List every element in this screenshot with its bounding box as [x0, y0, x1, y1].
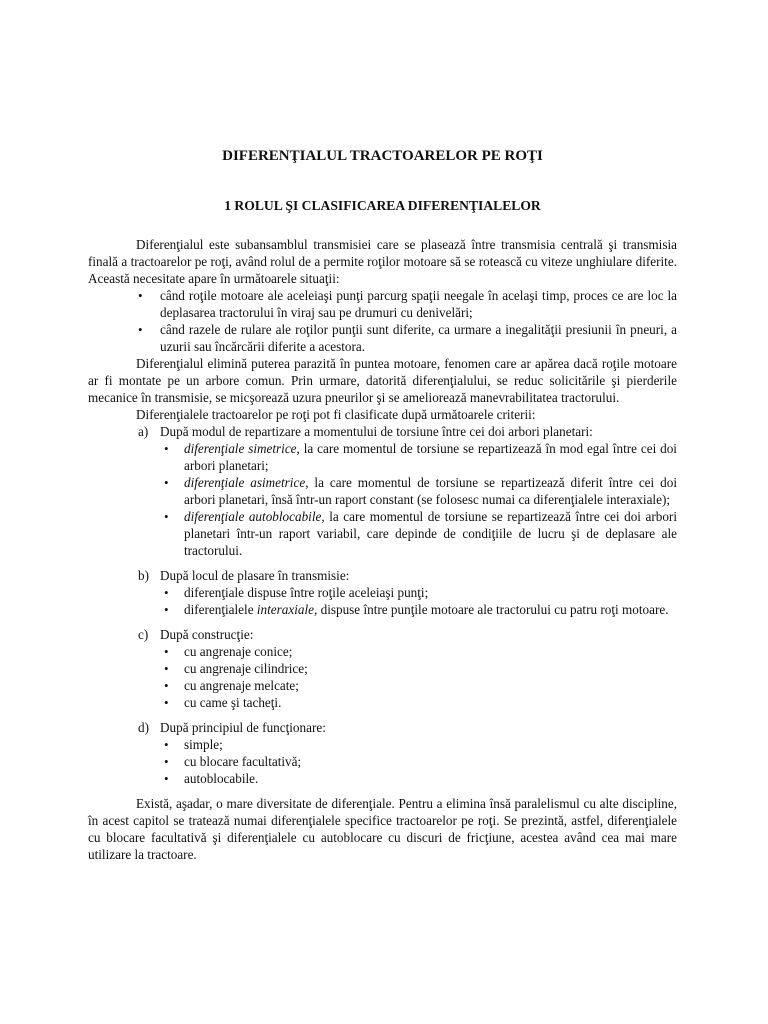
list-item: • simple; [160, 736, 677, 753]
criterion-letter: d) [138, 720, 149, 735]
criterion-b [88, 567, 677, 618]
paragraph-puterea-parazita: Diferenţialul elimină puterea parazită în puntea motoare, fenomen care ar apărea dacă roţile motoare ar fi montate pe un arbore comun. Prin urmare, datorită diferenţialului, se reduc solicitările şi pierderile mecanice în transmisie, se micşorează uzura pneurilor şi se ameliorează manevrabilitatea tractorului. [88, 356, 677, 405]
criterion-title: După construcţie: [160, 627, 254, 642]
sub-list [160, 440, 677, 559]
list-item: • cu angrenaje conice; [160, 643, 677, 660]
intro-paragraph: Diferenţialul este subansamblul transmisiei care se plasează între transmisia centrală şi transmisia finală a tractoarelor pe roţi, având rolul de a permite roţilor motoare să se rotească cu viteze unghiulare diferite. Această necesitate apare în următoarele situaţii: [88, 237, 677, 286]
closing-paragraph: Există, aşadar, o mare diversitate de diferenţiale. Pentru a elimina însă paralelismul cu alte discipline, în acest capitol se tratează numai diferenţialele specifice tractoarelor pe roţi. Se prezintă, astfel, diferenţialele cu blocare facultativă şi diferenţialele cu autoblocare cu discuri de fricţiune, acestea având cea mai mare utilizare la tractoare. [88, 796, 677, 862]
list-item: • când roţile motoare ale aceleiaşi punţi parcurg spaţii neegale în acelaşi timp, proces ce are loc la deplasarea tractorului în viraj sau pe drumuri cu denivelări; [88, 287, 677, 321]
list-item: • cu blocare facultativă; [160, 753, 677, 770]
list-item: • autoblocabile. [160, 770, 677, 787]
paragraph-criteria-intro: Diferenţialele tractoarelor pe roţi pot fi clasificate după următoarele criterii: [136, 407, 536, 422]
list-item [160, 508, 677, 559]
list-item: • cu angrenaje cilindrice; [160, 660, 677, 677]
criterion-title: După locul de plasare în transmisie: [160, 568, 350, 583]
criterion-letter: a) [138, 424, 149, 439]
sub-list [160, 584, 677, 618]
term: diferenţiale autoblocabile, [184, 509, 325, 524]
list-item [160, 601, 677, 618]
list-item: • când razele de rulare ale roţilor punţii sunt diferite, ca urmare a inegalităţii presiunii în pneuri, a uzurii sau încărcării diferite a acestora. [88, 321, 677, 355]
criterion-title: După principiul de funcţionare: [160, 720, 326, 735]
document-body [88, 236, 677, 863]
list-item: • cu came şi tacheţi. [160, 694, 677, 711]
list-item: • cu angrenaje melcate; [160, 677, 677, 694]
list-item [160, 440, 677, 474]
criterion-letter: b) [138, 568, 149, 583]
definition: , la care momentul de torsiune se repartizează diferit între cei doi arbori planetari, însă într-un raport constant (se folosesc numai ca diferenţialele interaxiale); [184, 475, 677, 507]
criterion-letter: c) [138, 627, 149, 642]
term: interaxiale, [256, 602, 318, 617]
sub-list [160, 643, 677, 711]
section-heading: 1 ROLUL ŞI CLASIFICAREA DIFERENŢIALELOR [224, 198, 541, 213]
list-item: • diferenţiale dispuse între roţile aceleiaşi punţi; [160, 584, 677, 601]
list-item [160, 474, 677, 508]
definition: la care momentul de torsiune se repartizează între cei doi arbori planetari într-un raport variabil, care depinde de condiţiile de lucru şi de deplasare ale tractorului. [184, 509, 677, 558]
situations-list [88, 287, 677, 355]
term: diferenţiale asimetrice [184, 475, 306, 490]
criterion-title: După modul de repartizare a momentului de torsiune între cei doi arbori planetari: [160, 424, 593, 439]
text: diferenţialele [184, 602, 257, 617]
criteria-list [88, 423, 677, 787]
criterion-d [88, 719, 677, 787]
sub-list [160, 736, 677, 787]
term: diferenţiale simetrice [184, 441, 297, 456]
document-title: DIFERENŢIALUL TRACTOARELOR PE ROŢI [222, 148, 543, 164]
criterion-a [88, 423, 677, 559]
definition: , la care momentul de torsiune se repartizează în mod egal între cei doi arbori planetari; [184, 441, 677, 473]
criterion-c [88, 626, 677, 711]
text: dispuse între punţile motoare ale tractorului cu patru roţi motoare. [317, 602, 669, 617]
